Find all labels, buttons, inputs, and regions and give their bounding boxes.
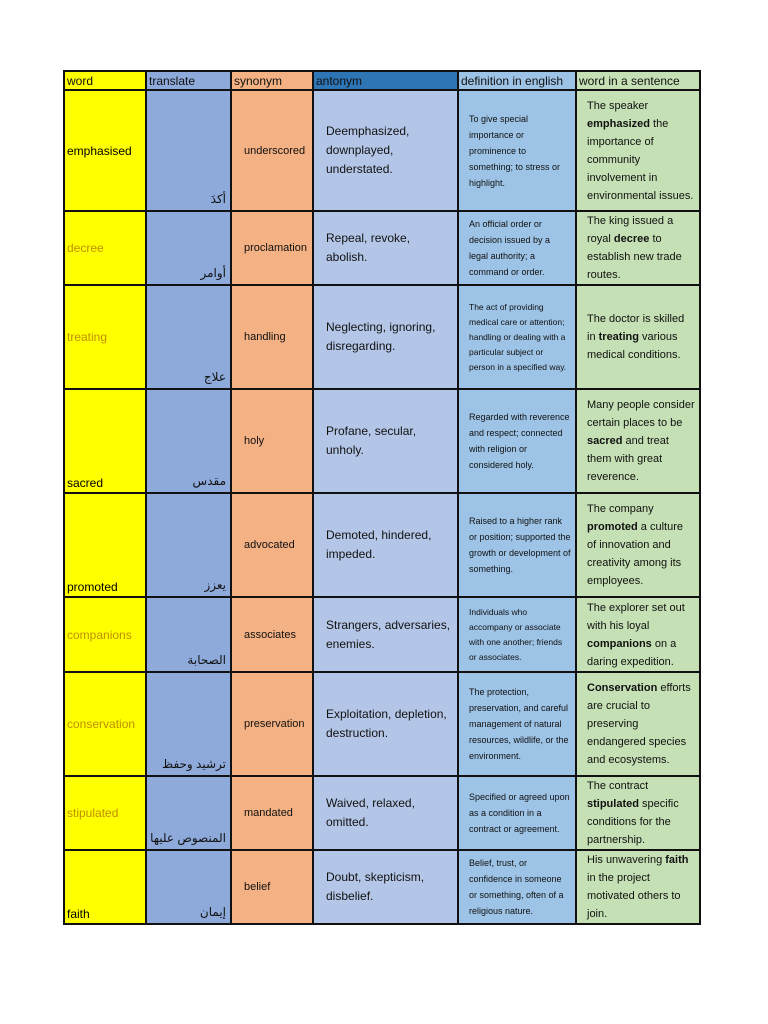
sentence-text: efforts are crucial to preserving endangered species and ecosystems. [587,682,691,766]
table-row [64,850,700,924]
translate-cell: أوامر [146,211,231,285]
sentence-keyword: faith [665,854,689,866]
table-row [64,285,700,389]
definition-cell: Raised to a higher rank or position; supported the growth or development of something. [458,493,576,597]
sentence-text: on a daring expedition. [587,637,677,668]
header-synonym: synonym [231,71,313,90]
table-row [64,389,700,493]
definition-cell: To give special importance or prominence to something; to stress or highlight. [458,90,576,211]
sentence-cell [576,211,700,285]
word-cell: stipulated [64,776,146,850]
table-row [64,211,700,285]
sentence-text: The speaker [587,99,649,112]
header-definition: definition in english [458,71,576,90]
sentence-keyword: companions [587,637,652,650]
word-cell: faith [64,850,146,924]
definition-cell: Regarded with reverence and respect; connected with religion or considered holy. [458,389,576,493]
synonym-cell: preservation [231,672,313,776]
antonym-cell: Neglecting, ignoring, disregarding. [313,285,458,389]
synonym-cell: mandated [231,776,313,850]
word-cell: companions [64,597,146,672]
translate-cell: إيمان [146,850,231,924]
synonym-cell: belief [231,850,313,924]
sentence-text: specific conditions for the partnership. [587,798,679,846]
translate-cell: مقدس [146,389,231,493]
sentence-text: the importance of community involvement in environmental issues. [587,117,694,202]
word-cell: decree [64,211,146,285]
sentence-cell [576,90,700,211]
sentence-text: a culture of innovation and creativity among its employees. [587,521,683,587]
sentence-keyword: decree [613,233,650,245]
antonym-cell: Deemphasized, downplayed, understated. [313,90,458,211]
table-row [64,597,700,672]
definition-cell: The protection, preservation, and careful management of natural resources, wildlife, or the environment. [458,672,576,776]
sentence-cell [576,850,700,924]
sentence-cell [576,285,700,389]
table-row [64,493,700,597]
translate-cell: الصحابة [146,597,231,672]
sentence-keyword: stipulated [587,798,639,810]
header-antonym: antonym [313,71,458,90]
translate-cell: علاج [146,285,231,389]
table-row [64,672,700,776]
word-cell: sacred [64,389,146,493]
word-cell: treating [64,285,146,389]
sentence-keyword: promoted [587,521,638,533]
header-translate: translate [146,71,231,90]
header-row [64,71,700,90]
definition-cell: Individuals who accompany or associate with one another; friends or associates. [458,597,576,672]
sentence-text: His unwavering [587,854,666,866]
synonym-cell: proclamation [231,211,313,285]
translate-cell: يعزز [146,493,231,597]
synonym-cell: advocated [231,493,313,597]
definition-cell: Belief, trust, or confidence in someone or something, often of a religious nature. [458,850,576,924]
translate-cell: أكدَ [146,90,231,211]
antonym-cell: Exploitation, depletion, destruction. [313,672,458,776]
synonym-cell: handling [231,285,313,389]
word-cell: conservation [64,672,146,776]
header-word: word [64,71,146,90]
synonym-cell: associates [231,597,313,672]
table-row [64,90,700,211]
sentence-keyword: sacred [587,435,623,447]
header-sentence: word in a sentence [576,71,700,90]
definition-cell: Specified or agreed upon as a condition in a contract or agreement. [458,776,576,850]
sentence-cell [576,776,700,850]
sentence-keyword: treating [598,331,639,343]
antonym-cell: Waived, relaxed, omitted. [313,776,458,850]
definition-cell: An official order or decision issued by a legal authority; a command or order. [458,211,576,285]
sentence-text: to establish new trade routes. [587,233,682,281]
synonym-cell: holy [231,389,313,493]
sentence-text: The king issued a royal [587,215,674,245]
sentence-text: The contract [587,780,649,792]
sentence-text: in the project motivated others to join. [587,872,681,920]
sentence-cell [576,493,700,597]
definition-cell: The act of providing medical care or attention; handling or dealing with a particular subject or person in a specified way. [458,285,576,389]
vocabulary-table [63,70,701,925]
sentence-text: The company [587,503,654,515]
translate-cell: المنصوص عليها [146,776,231,850]
sentence-text: The doctor is skilled in [587,313,685,343]
antonym-cell: Doubt, skepticism, disbelief. [313,850,458,924]
sentence-cell [576,597,700,672]
word-cell: emphasised [64,90,146,211]
synonym-cell: underscored [231,90,313,211]
sentence-cell [576,389,700,493]
table-row [64,776,700,850]
sentence-text: The explorer set out with his loyal [587,601,685,632]
sentence-keyword: emphasized [587,117,650,130]
antonym-cell: Demoted, hindered, impeded. [313,493,458,597]
sentence-text: Many people consider certain places to be [587,399,695,429]
sentence-text: various medical conditions. [587,331,681,361]
translate-cell: ترشيد وحفظ [146,672,231,776]
sentence-cell [576,672,700,776]
antonym-cell: Repeal, revoke, abolish. [313,211,458,285]
sentence-keyword: Conservation [587,682,658,694]
word-cell: promoted [64,493,146,597]
antonym-cell: Strangers, adversaries, enemies. [313,597,458,672]
antonym-cell: Profane, secular, unholy. [313,389,458,493]
sentence-text: and treat them with great reverence. [587,435,669,483]
